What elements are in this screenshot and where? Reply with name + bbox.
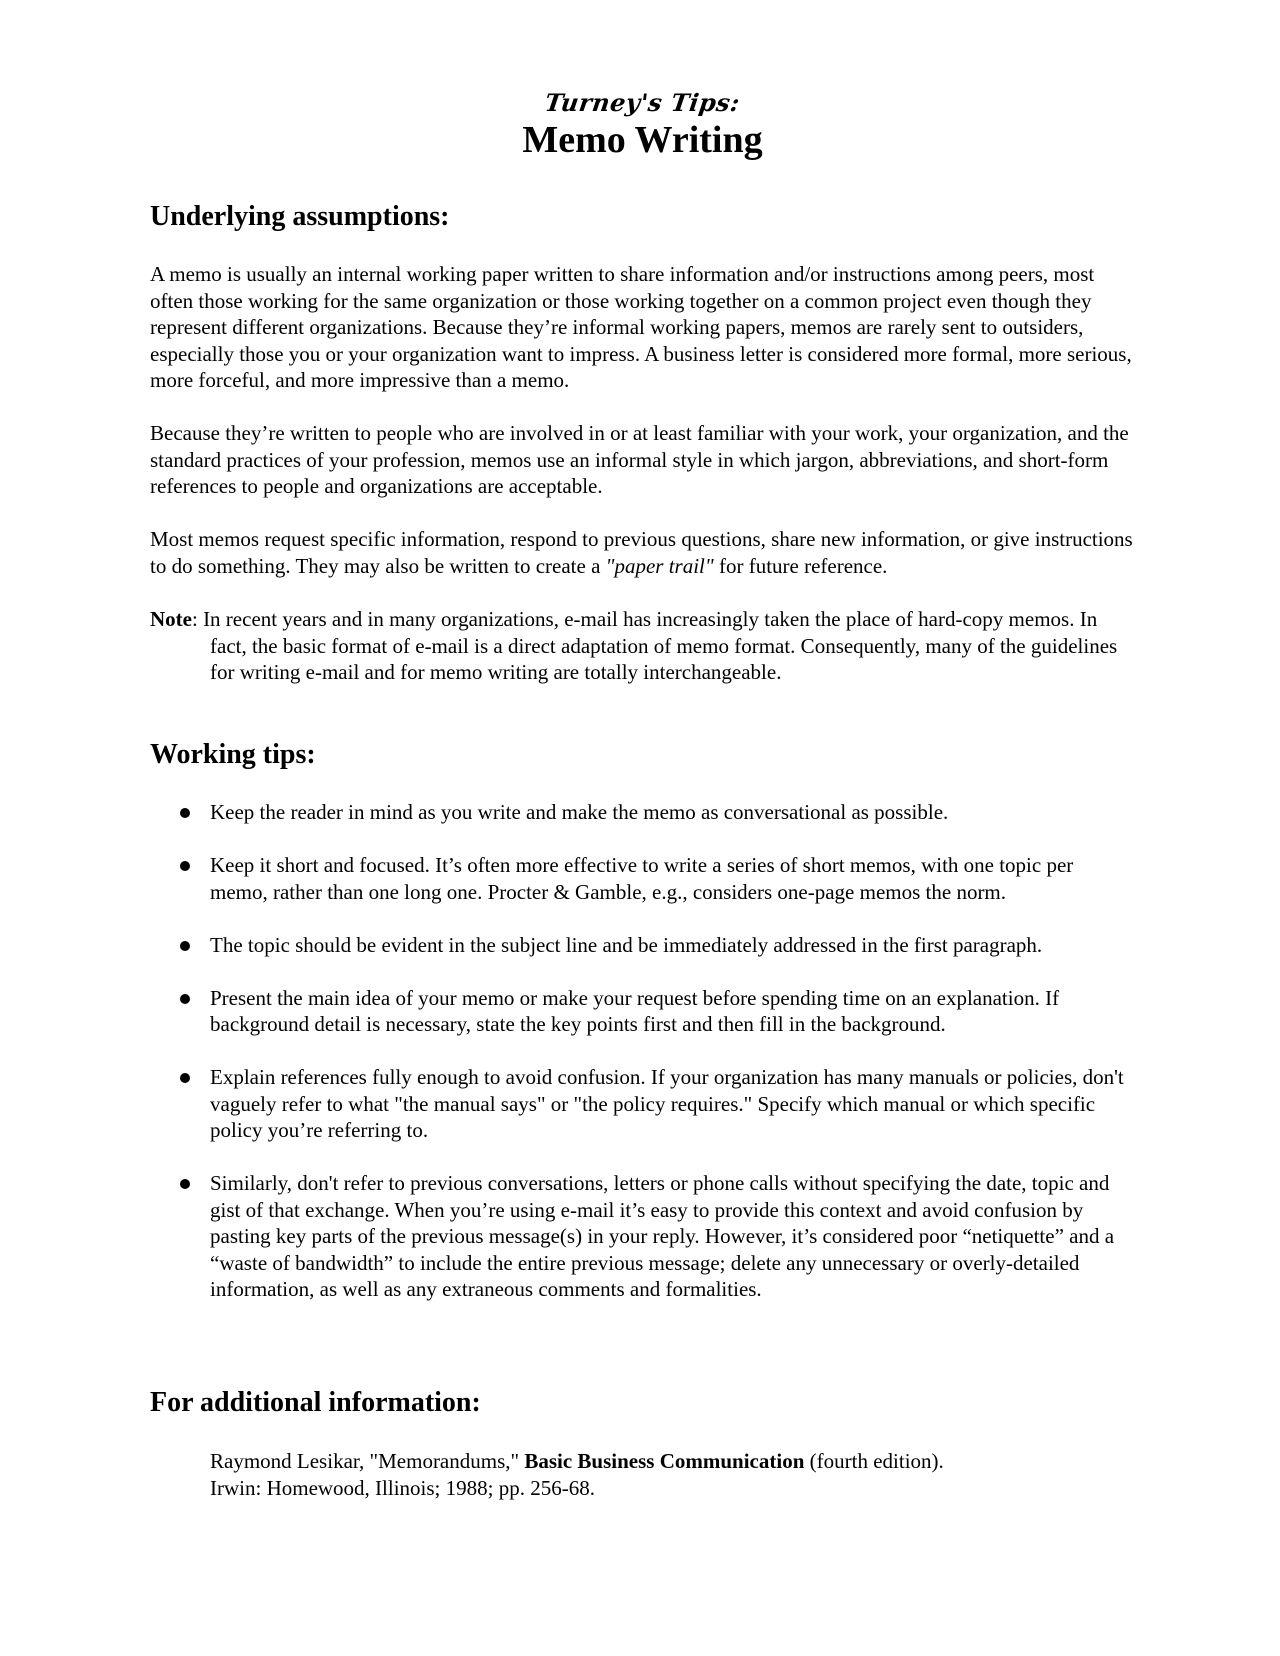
tip-text: Present the main idea of your memo or make your request before spending time on an explanation. If background detail is necessary, state the key points first and then fill in the background. <box>210 985 1060 1036</box>
working-tips-list <box>150 799 1135 1329</box>
reference-book-title: Basic Business Communication <box>524 1449 805 1473</box>
list-item <box>150 1170 1135 1303</box>
bullet-icon <box>180 808 190 818</box>
email-note <box>150 606 1135 686</box>
paragraph-memo-definition: A memo is usually an internal working paper written to share information and/or instructions among peers, most often those working for the same organization or those working together on a common project even though they represent different organizations. Because they’re informal working papers, memos are rarely sent to outsiders, especially those you or your organization want to impress. A business letter is considered more formal, more serious, more forceful, and more impressive than a memo. <box>150 262 1132 392</box>
list-item <box>150 852 1135 905</box>
note-text: : In recent years and in many organizations, e-mail has increasingly taken the place of hard-copy memos. In fact, the basic format of e-mail is a direct adaptation of memo format. Consequently, many of the guidelines for writing e-mail and for memo writing are totally interchangeable. <box>191 607 1118 684</box>
bullet-icon <box>180 941 190 951</box>
reference-publisher: Irwin: Homewood, Illinois; 1988; pp. 256-68. <box>210 1475 595 1500</box>
reference-author: Raymond Lesikar, "Memorandums," <box>210 1449 525 1473</box>
reference-line-1 <box>210 1448 1135 1475</box>
underlying-assumptions-heading: Underlying assumptions: <box>150 201 450 232</box>
tip-text: Keep it short and focused. It’s often more effective to write a series of short memos, with one topic per memo, rather than one long one. Procter & Gamble, e.g., considers one-page memos the norm. <box>210 853 1074 904</box>
additional-information-heading: For additional information: <box>150 1387 481 1418</box>
paragraph-memo-purposes <box>150 526 1135 579</box>
paragraph-memo-purposes-end: for future reference. <box>713 553 888 578</box>
list-item <box>150 1064 1135 1144</box>
page-title: Memo Writing <box>522 119 763 161</box>
document-header <box>150 88 1135 162</box>
list-item <box>150 799 1135 826</box>
list-item <box>150 985 1135 1038</box>
list-item <box>150 932 1135 959</box>
bullet-icon <box>180 861 190 871</box>
tip-text: Explain references fully enough to avoid confusion. If your organization has many manuals or policies, don't vaguely refer to what "the manual says" or "the policy requires." Specify which manual or which specific policy you’re referring to. <box>210 1065 1124 1142</box>
bullet-icon <box>180 1073 190 1083</box>
paragraph-informal-style: Because they’re written to people who are involved in or at least familiar with your work, your organization, and the standard practices of your profession, memos use an informal style in which jargon, abbreviations, and short-form references to people and organizations are acceptable. <box>150 421 1129 498</box>
tip-text: Keep the reader in mind as you write and make the memo as conversational as possible. <box>210 800 949 824</box>
bullet-icon <box>180 1179 190 1189</box>
document-page <box>150 88 1135 1500</box>
working-tips-heading: Working tips: <box>150 739 316 770</box>
bullet-icon <box>180 994 190 1004</box>
tip-text: The topic should be evident in the subject line and be immediately addressed in the first paragraph. <box>210 932 1043 957</box>
tip-text: Similarly, don't refer to previous conversations, letters or phone calls without specifying the date, topic and gist of that exchange. When you’re using e-mail it’s easy to provide this context and avoid confusion by pasting key parts of the previous message(s) in your reply. However, it’s considered poor “netiquette” and a “waste of bandwidth” to include the entire previous message; delete any unnecessary or overly-detailed information, as well as any extraneous comments and formalities. <box>210 1171 1115 1301</box>
paper-trail-phrase: "paper trail" <box>605 553 714 578</box>
reference-citation <box>210 1448 1135 1501</box>
reference-edition: (fourth edition). <box>804 1449 944 1473</box>
paragraph-memo-purposes-text: Most memos request specific information, respond to previous questions, share new information, or give instructions to do something. They may also be written to create a <box>150 527 1133 578</box>
note-label: Note <box>150 607 192 631</box>
series-title: Turney's Tips: <box>543 88 742 117</box>
